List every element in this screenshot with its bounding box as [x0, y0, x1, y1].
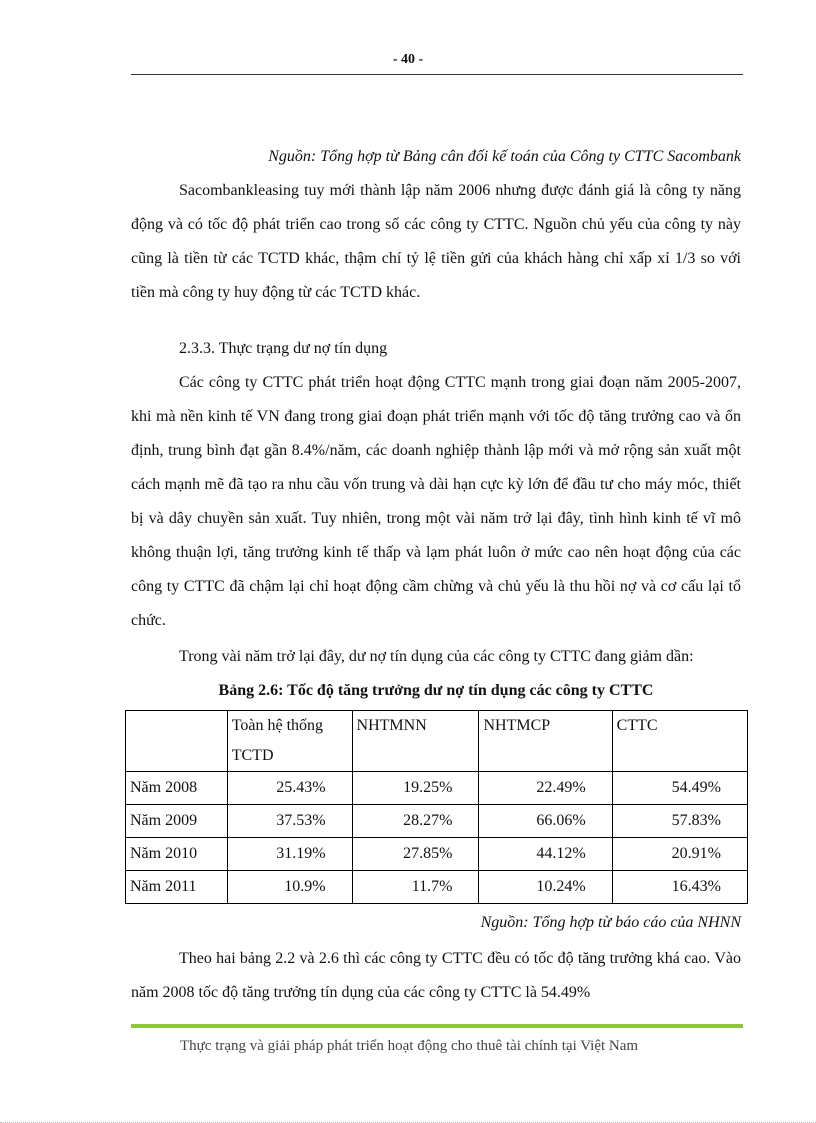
- table-row: [126, 805, 748, 838]
- table-cell: 10.24%: [479, 871, 612, 904]
- table-row: [126, 772, 748, 805]
- section-heading: 2.3.3. Thực trạng dư nợ tín dụng: [179, 340, 388, 357]
- table-header-cell: Toàn hệ thống TCTD: [227, 711, 352, 772]
- table-row: [126, 838, 748, 871]
- table-header-cell: NHTMNN: [352, 711, 479, 772]
- footer-title: Thực trạng và giải pháp phát triển hoạt động cho thuê tài chính tại Việt Nam: [180, 1038, 639, 1054]
- paragraph-sacombankleasing: Sacombankleasing tuy mới thành lập năm 2006 nhưng được đánh giá là công ty năng động và có tốc độ phát triển cao trong số các công ty CTTC. Nguồn chủ yếu của công ty này cũng là tiền từ các TCTD khác, thậm chí tỷ lệ tiền gửi của khách hàng chỉ xấp xỉ 1/3 so với tiền mà công ty huy động từ các TCTD khác.: [131, 182, 741, 301]
- table-cell-year: Năm 2011: [126, 871, 228, 904]
- page-content: [131, 140, 741, 1010]
- table-caption: Bảng 2.6: Tốc độ tăng trưởng dư nợ tín dụng các công ty CTTC: [218, 682, 654, 699]
- source-note-table: Nguồn: Tổng hợp từ báo cáo của NHNN: [480, 914, 741, 931]
- table-cell: 27.85%: [352, 838, 479, 871]
- table-header-cell: CTTC: [612, 711, 747, 772]
- table-cell: 31.19%: [227, 838, 352, 871]
- paragraph-credit-status: Các công ty CTTC phát triển hoạt động CTTC mạnh trong giai đoạn năm 2005-2007, khi mà nền kinh tế VN đang trong giai đoạn phát triển mạnh với tốc độ tăng trưởng cao và ổn định, trung bình đạt gần 8.4%/năm, các doanh nghiệp thành lập mới và mở rộng sản xuất một cách mạnh mẽ đã tạo ra nhu cầu vốn trung và dài hạn cực kỳ lớn để đầu tư cho máy móc, thiết bị và dây chuyền sản xuất. Tuy nhiên, trong một vài năm trở lại đây, tình hình kinh tế vĩ mô không thuận lợi, tăng trưởng kinh tế thấp và lạm phát luôn ở mức cao nên hoạt động của các công ty CTTC đã chậm lại chỉ hoạt động cầm chừng và chủ yếu là thu hồi nợ và cơ cấu lại tổ chức.: [131, 374, 741, 629]
- table-cell: 19.25%: [352, 772, 479, 805]
- source-note-top: Nguồn: Tổng hợp từ Bảng cân đối kế toán của Công ty CTTC Sacombank: [268, 148, 741, 165]
- table-row: [126, 871, 748, 904]
- paragraph-credit-decline: Trong vài năm trở lại đây, dư nợ tín dụng của các công ty CTTC đang giảm dần:: [179, 648, 694, 665]
- credit-growth-table: [125, 710, 748, 904]
- header-rule: [131, 74, 743, 75]
- table-header-row: [126, 711, 748, 772]
- table-cell: 22.49%: [479, 772, 612, 805]
- table-cell: 16.43%: [612, 871, 747, 904]
- table-cell: 66.06%: [479, 805, 612, 838]
- table-cell: 37.53%: [227, 805, 352, 838]
- table-cell: 44.12%: [479, 838, 612, 871]
- page-number: - 40 -: [392, 52, 424, 67]
- table-cell: 10.9%: [227, 871, 352, 904]
- table-cell-year: Năm 2009: [126, 805, 228, 838]
- table-header-cell: NHTMCP: [479, 711, 612, 772]
- table-header-cell: [126, 711, 228, 772]
- table-cell-year: Năm 2008: [126, 772, 228, 805]
- table-cell: 54.49%: [612, 772, 747, 805]
- table-cell: 57.83%: [612, 805, 747, 838]
- table-cell: 11.7%: [352, 871, 479, 904]
- table-cell: 20.91%: [612, 838, 747, 871]
- paragraph-growth-comparison: Theo hai bảng 2.2 và 2.6 thì các công ty CTTC đều có tốc độ tăng trưởng khá cao. Vào năm 2008 tốc độ tăng trưởng tín dụng của các công ty CTTC là 54.49%: [131, 950, 741, 1001]
- footer-rule: [131, 1024, 743, 1028]
- table-cell: 28.27%: [352, 805, 479, 838]
- table-cell: 25.43%: [227, 772, 352, 805]
- table-cell-year: Năm 2010: [126, 838, 228, 871]
